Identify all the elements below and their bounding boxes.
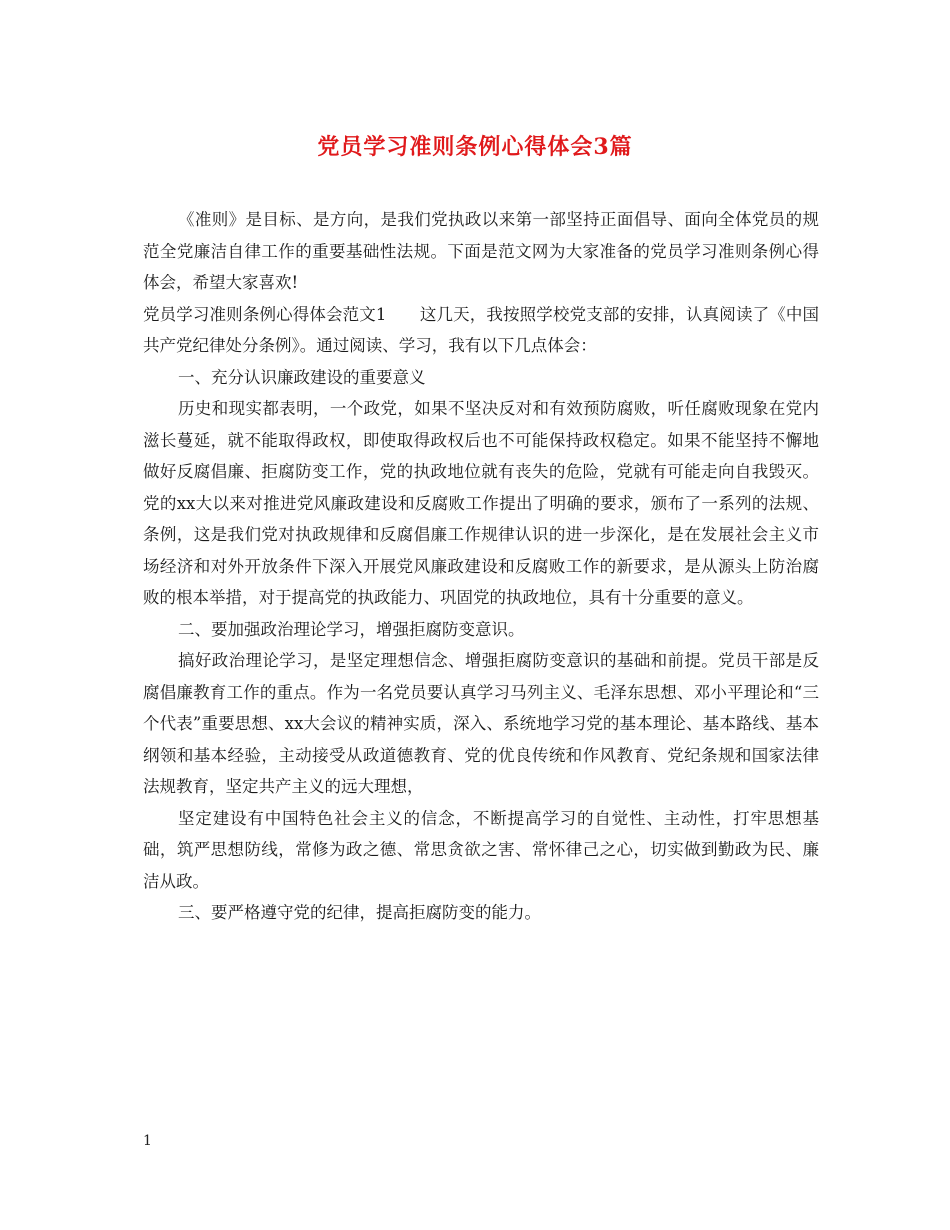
- paragraph: 二、要加强政治理论学习，增强拒腐防变意识。: [178, 619, 525, 639]
- paragraph: 《准则》是目标、是方向，是我们党执政以来第一部坚持正面倡导、面向全体党员的规范全党廉洁自律工作的重要基础性法规。下面是范文网为大家准备的党员学习准则条例心得体会，希望大家喜欢!: [143, 210, 819, 292]
- paragraph: 坚定建设有中国特色社会主义的信念，不断提高学习的自觉性、主动性，打牢思想基础，筑严思想防线，常修为政之德、常思贪欲之害、常怀律己之心，切实做到勤政为民、廉洁从政。: [143, 808, 819, 891]
- paragraph: 一、充分认识廉政建设的重要意义: [178, 367, 426, 387]
- document-body: [143, 204, 819, 929]
- document-title: 党员学习准则条例心得体会3篇: [317, 134, 633, 160]
- paragraph: 搞好政治理论学习，是坚定理想信念、增强拒腐防变意识的基础和前提。党员干部是反腐倡廉教育工作的重点。作为一名党员要认真学习马列主义、毛泽东思想、邓小平理论和“三个代表”重要思想、xx大会议的精神实质，深入、系统地学习党的基本理论、基本路线、基本纲领和基本经验，主动接受从政道德教育、党的优良传统和作风教育、党纪条规和国家法律法规教育，坚定共产主义的远大理想，: [143, 651, 819, 796]
- paragraph: 历史和现实都表明，一个政党，如果不坚决反对和有效预防腐败，听任腐败现象在党内滋长蔓延，就不能取得政权，即使取得政权后也不可能保持政权稳定。如果不能坚持不懈地做好反腐倡廉、拒腐防变工作，党的执政地位就有丧失的危险，党就有可能走向自我毁灭。党的xx大以来对推进党风廉政建设和反腐败工作提出了明确的要求，颁布了一系列的法规、条例，这是我们党对执政规律和反腐倡廉工作规律认识的进一步深化，是在发展社会主义市场经济和对外开放条件下深入开展党风廉政建设和反腐败工作的新要求，是从源头上防治腐败的根本举措，对于提高党的执政能力、巩固党的执政地位，具有十分重要的意义。: [143, 399, 819, 607]
- paragraph: 党员学习准则条例心得体会范文1 这几天，我按照学校党支部的安排，认真阅读了《中国共产党纪律处分条例》。通过阅读、学习，我有以下几点体会：: [143, 304, 819, 355]
- paragraph: 三、要严格遵守党的纪律，提高拒腐防变的能力。: [178, 903, 541, 922]
- page-number: 1: [143, 1133, 152, 1149]
